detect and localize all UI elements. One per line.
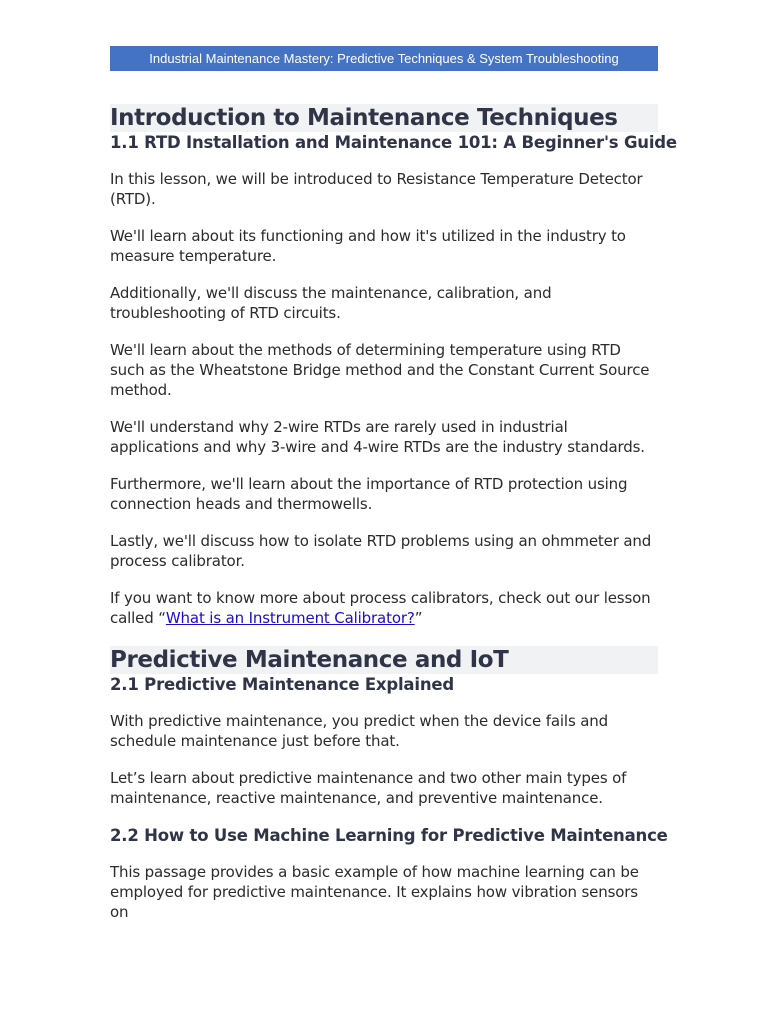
paragraph: We'll learn about the methods of determining temperature using RTD such as the Wheatstone Bridge method and the Constant Current Source method.: [110, 341, 650, 399]
calibrator-paragraph: [110, 588, 658, 628]
section-2-1-title: 2.1 Predictive Maintenance Explained: [110, 675, 454, 694]
document-content: [110, 104, 677, 922]
section-2-2-title: 2.2 How to Use Machine Learning for Predictive Maintenance: [110, 826, 668, 845]
paragraph: We'll understand why 2-wire RTDs are rarely used in industrial applications and why 3-wire and 4-wire RTDs are the industry standards.: [110, 418, 645, 456]
paragraph: Additionally, we'll discuss the maintenance, calibration, and troubleshooting of RTD circuits.: [110, 284, 552, 322]
paragraph-text: ”: [414, 609, 423, 627]
paragraph: Let’s learn about predictive maintenance and two other main types of maintenance, reactive maintenance, and preventive maintenance.: [110, 769, 627, 807]
chapter-1-title: Introduction to Maintenance Techniques: [110, 104, 658, 132]
chapter-2-title: Predictive Maintenance and IoT: [110, 646, 658, 674]
calibrator-lesson-link[interactable]: What is an Instrument Calibrator?: [165, 609, 415, 627]
paragraph: We'll learn about its functioning and how it's utilized in the industry to measure temperature.: [110, 227, 626, 265]
paragraph: In this lesson, we will be introduced to Resistance Temperature Detector (RTD).: [110, 170, 643, 208]
paragraph: Furthermore, we'll learn about the importance of RTD protection using connection heads and thermowells.: [110, 475, 628, 513]
paragraph: Lastly, we'll discuss how to isolate RTD problems using an ohmmeter and process calibrator.: [110, 532, 652, 570]
paragraph: This passage provides a basic example of how machine learning can be employed for predictive maintenance. It explains how vibration sensors on: [110, 863, 639, 921]
paragraph: With predictive maintenance, you predict when the device fails and schedule maintenance just before that.: [110, 712, 608, 750]
course-banner: Industrial Maintenance Mastery: Predictive Techniques & System Troubleshooting: [110, 46, 658, 71]
paragraph-text: If you want to know more about process calibrators, check out our lesson called “: [110, 589, 651, 627]
section-1-1-title: 1.1 RTD Installation and Maintenance 101: A Beginner's Guide: [110, 133, 677, 152]
